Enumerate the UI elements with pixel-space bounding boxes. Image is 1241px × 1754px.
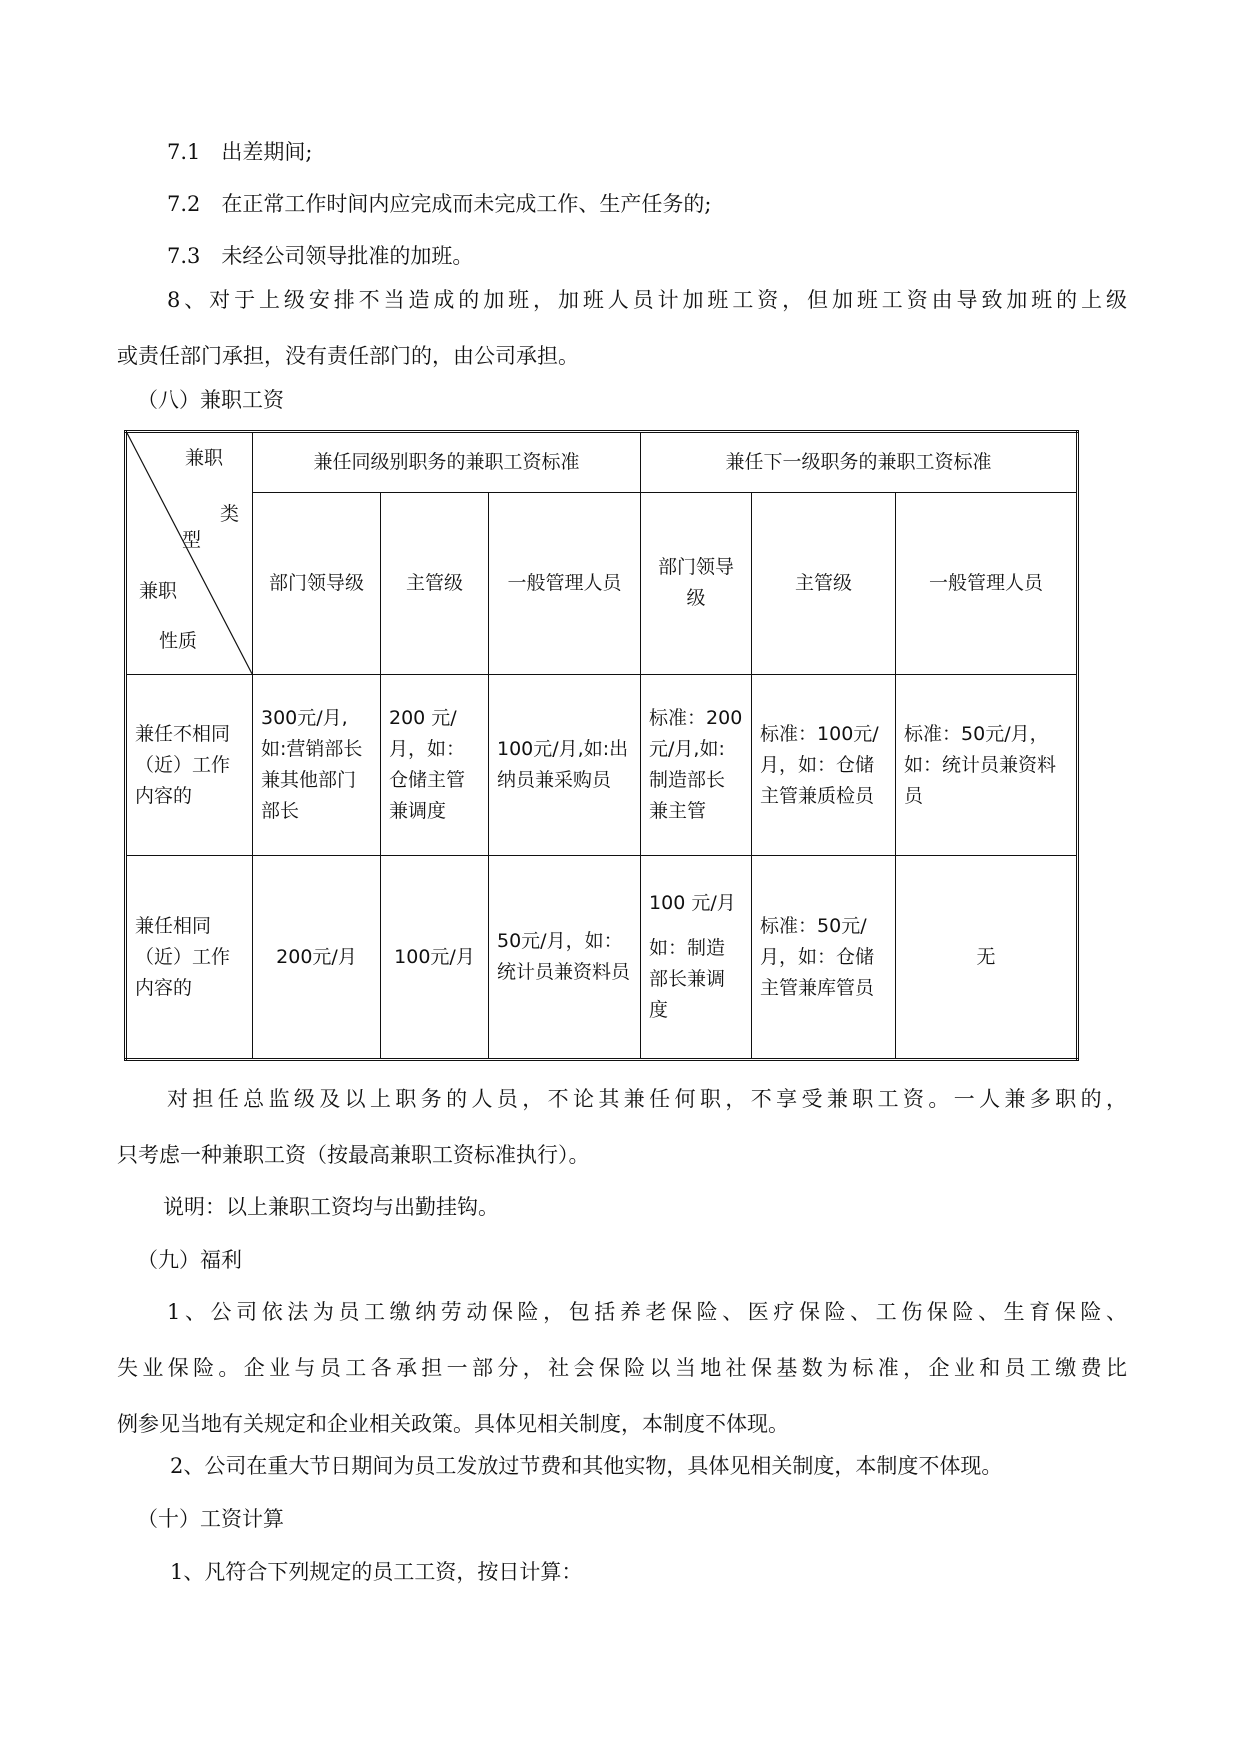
cell-text-extra: 如：制造部长兼调度 (649, 937, 726, 1022)
cell-text: 100 元/月 (649, 892, 736, 915)
paragraph-after-table-line-1: 对担任总监级及以上职务的人员，不论其兼任何职，不享受兼职工资。一人兼多职的， (167, 1087, 1127, 1111)
note: 说明：以上兼职工资均与出勤挂钩。 (163, 1195, 499, 1219)
header-lower-level: 兼任下一级职务的兼职工资标准 (641, 432, 1078, 493)
table-row (126, 856, 1078, 1060)
welfare-paragraph-2: 2、公司在重大节日期间为员工发放过节费和其他实物，具体见相关制度，本制度不体现。 (170, 1454, 1003, 1478)
corner-label-nature-2: 性质 (159, 630, 198, 652)
welfare-line-1: 1、公司依法为员工缴纳劳动保险，包括养老保险、医疗保险、工伤保险、生育保险、 (167, 1300, 1127, 1324)
subheader-general-staff: 一般管理人员 (489, 493, 641, 675)
paragraph-8-line-1: 8、对于上级安排不当造成的加班，加班人员计加班工资，但加班工资由导致加班的上级 (167, 288, 1127, 312)
item-7-2: 7.2 在正常工作时间内应完成而未完成工作、生产任务的; (167, 192, 712, 216)
subheader-dept-leader: 部门领导级 (641, 493, 752, 675)
paragraph-after-table-line-2: 只考虑一种兼职工资（按最高兼职工资标准执行）。 (117, 1143, 590, 1167)
paragraph-after-table (117, 1071, 1127, 1183)
subheader-general-staff: 一般管理人员 (896, 493, 1078, 675)
subheader-supervisor: 主管级 (381, 493, 489, 675)
item-7-3: 7.3 未经公司领导批准的加班。 (167, 244, 474, 268)
table-cell: 100元/月 (381, 856, 489, 1060)
corner-label-nature-1: 兼职 (139, 580, 178, 602)
table-cell: 标准：100元/月，如：仓储主管兼质检员 (752, 674, 896, 856)
parttime-wage-table (124, 430, 1079, 1061)
section-heading-10: （十）工资计算 (137, 1507, 284, 1531)
item-7-1: 7.1 出差期间; (167, 140, 313, 164)
welfare-paragraph-1 (117, 1284, 1127, 1452)
table-cell (641, 856, 752, 1060)
welfare-line-3: 例参见当地有关规定和企业相关政策。具体见相关制度，本制度不体现。 (117, 1412, 789, 1436)
corner-header-cell (126, 432, 253, 675)
table-cell: 无 (896, 856, 1078, 1060)
section-heading-9: （九）福利 (137, 1248, 242, 1272)
table-cell: 标准：50元/月，如：统计员兼资料员 (896, 674, 1078, 856)
row-label: 兼任不相同（近）工作内容的 (126, 674, 253, 856)
paragraph-8-line-2: 或责任部门承担，没有责任部门的，由公司承担。 (117, 344, 579, 368)
corner-label-type-1: 类 (220, 503, 240, 525)
table-cell: 标准：200元/月,如:制造部长兼主管 (641, 674, 752, 856)
welfare-line-2: 失业保险。企业与员工各承担一部分，社会保险以当地社保基数为标准，企业和员工缴费比 (117, 1356, 1127, 1380)
table-row (126, 674, 1078, 856)
wage-calc-item-1: 1、凡符合下列规定的员工工资，按日计算： (170, 1560, 583, 1584)
corner-label-top: 兼职 (185, 447, 224, 469)
table-cell: 300元/月,如:营销部长兼其他部门部长 (253, 674, 381, 856)
table-cell: 100元/月,如:出纳员兼采购员 (489, 674, 641, 856)
header-same-level: 兼任同级别职务的兼职工资标准 (253, 432, 641, 493)
section-heading-8: （八）兼职工资 (137, 388, 284, 412)
table-cell: 50元/月，如：统计员兼资料员 (489, 856, 641, 1060)
row-label: 兼任相同（近）工作内容的 (126, 856, 253, 1060)
subheader-dept-leader: 部门领导级 (253, 493, 381, 675)
table-cell: 标准：50元/月，如：仓储主管兼库管员 (752, 856, 896, 1060)
corner-label-type-2: 型 (182, 529, 202, 551)
subheader-supervisor: 主管级 (752, 493, 896, 675)
paragraph-8 (117, 272, 1127, 384)
table-cell: 200元/月 (253, 856, 381, 1060)
table-cell: 200 元/月，如：仓储主管兼调度 (381, 674, 489, 856)
